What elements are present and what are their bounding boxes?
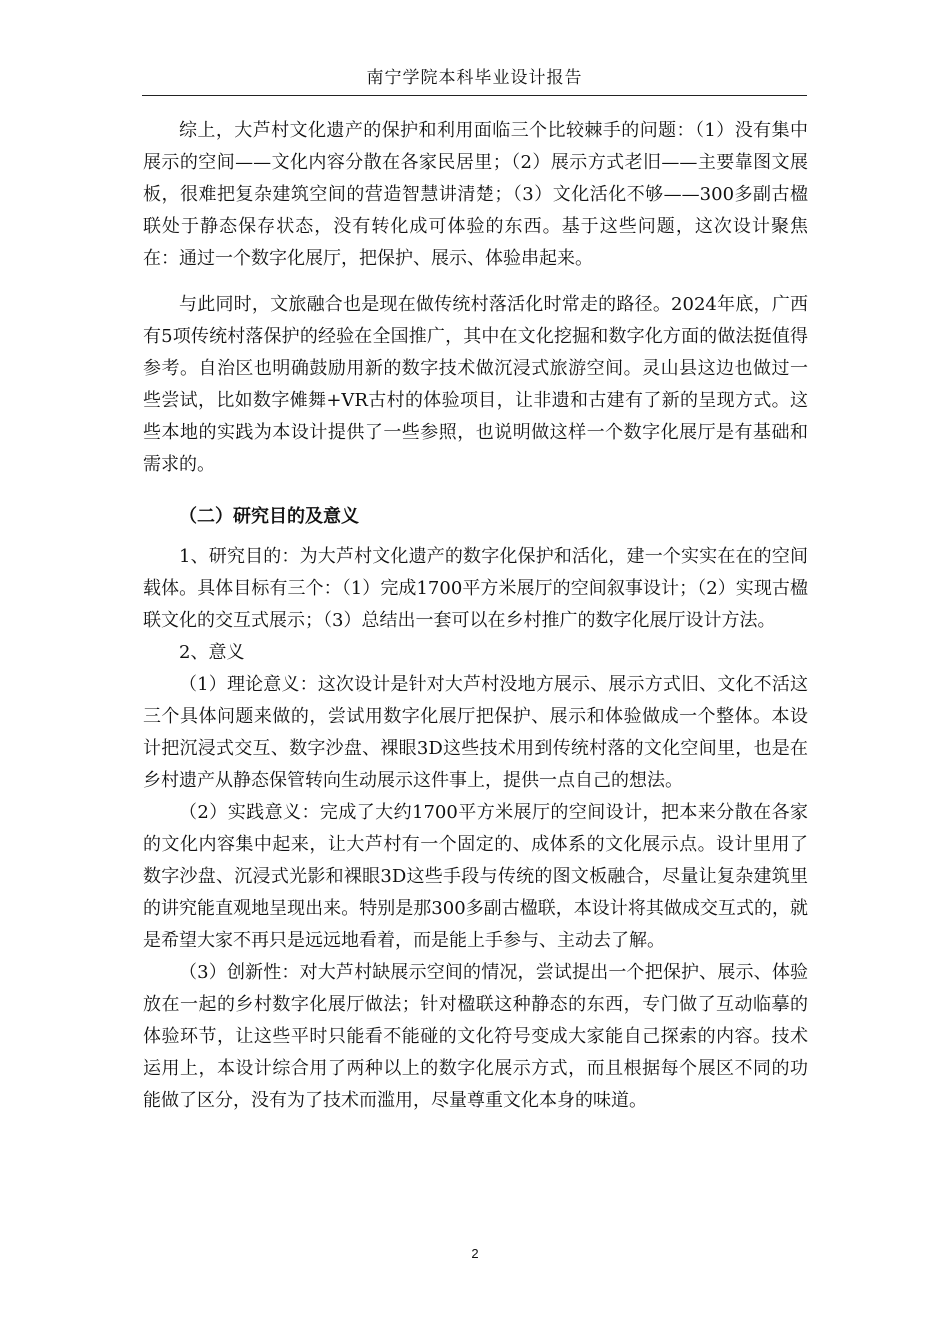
significance-label: 2、意义 <box>179 642 245 663</box>
page-number: 2 <box>471 1246 479 1261</box>
page-header-title: 南宁学院本科毕业设计报告 <box>366 68 583 88</box>
paragraph-practice: （2）实践意义：完成了大约1700平方米展厅的空间设计，把本来分散在各家的文化内容集中起来，让大芦村有一个固定的、成体系的文化展示点。设计里用了数字沙盘、沉浸式光影和裸眼3D这些手段与传统的图文板融合，尽量让复杂建筑里的讲究能直观地呈现出来。特别是那300多副古楹联，本设计将其做成交互式的，就是希望大家不再只是远远地看着，而是能上手参与、主动去了解。 <box>143 802 808 951</box>
paragraph-theory: （1）理论意义：这次设计是针对大芦村没地方展示、展示方式旧、文化不活这三个具体问题来做的，尝试用数字化展厅把保护、展示和体验做成一个整体。本设计把沉浸式交互、数字沙盘、裸眼3D这些技术用到传统村落的文化空间里，也是在乡村遗产从静态保管转向生动展示这件事上，提供一点自己的想法。 <box>143 674 808 791</box>
paragraph-tourism: 与此同时，文旅融合也是现在做传统村落活化时常走的路径。2024年底，广西有5项传统村落保护的经验在全国推广，其中在文化挖掘和数字化方面的做法挺值得参考。自治区也明确鼓励用新的数字技术做沉浸式旅游空间。灵山县这边也做过一些尝试，比如数字傩舞+VR古村的体验项目，让非遗和古建有了新的呈现方式。这些本地的实践为本设计提供了一些参照，也说明做这样一个数字化展厅是有基础和需求的。 <box>143 294 808 475</box>
header-divider <box>142 95 807 96</box>
paragraph-innovation: （3）创新性：对大芦村缺展示空间的情况，尝试提出一个把保护、展示、体验放在一起的乡村数字化展厅做法；针对楹联这种静态的东西，专门做了互动临摹的体验环节，让这些平时只能看不能碰的文化符号变成大家能自己探索的内容。技术运用上，本设计综合用了两种以上的数字化展示方式，而且根据每个展区不同的功能做了区分，没有为了技术而滥用，尽量尊重文化本身的味道。 <box>143 962 808 1111</box>
page-body <box>143 115 808 1117</box>
paragraph-summary: 综上，大芦村文化遗产的保护和利用面临三个比较棘手的问题：（1）没有集中展示的空间——文化内容分散在各家民居里；（2）展示方式老旧——主要靠图文展板，很难把复杂建筑空间的营造智慧讲清楚；（3）文化活化不够——300多副古楹联处于静态保存状态，没有转化成可体验的东西。基于这些问题，这次设计聚焦在：通过一个数字化展厅，把保护、展示、体验串起来。 <box>143 120 808 269</box>
section-heading: （二）研究目的及意义 <box>179 506 359 527</box>
paragraph-purpose: 1、研究目的：为大芦村文化遗产的数字化保护和活化，建一个实实在在的空间载体。具体目标有三个：（1）完成1700平方米展厅的空间叙事设计；（2）实现古楹联文化的交互式展示；（3）总结出一套可以在乡村推广的数字化展厅设计方法。 <box>143 546 808 631</box>
